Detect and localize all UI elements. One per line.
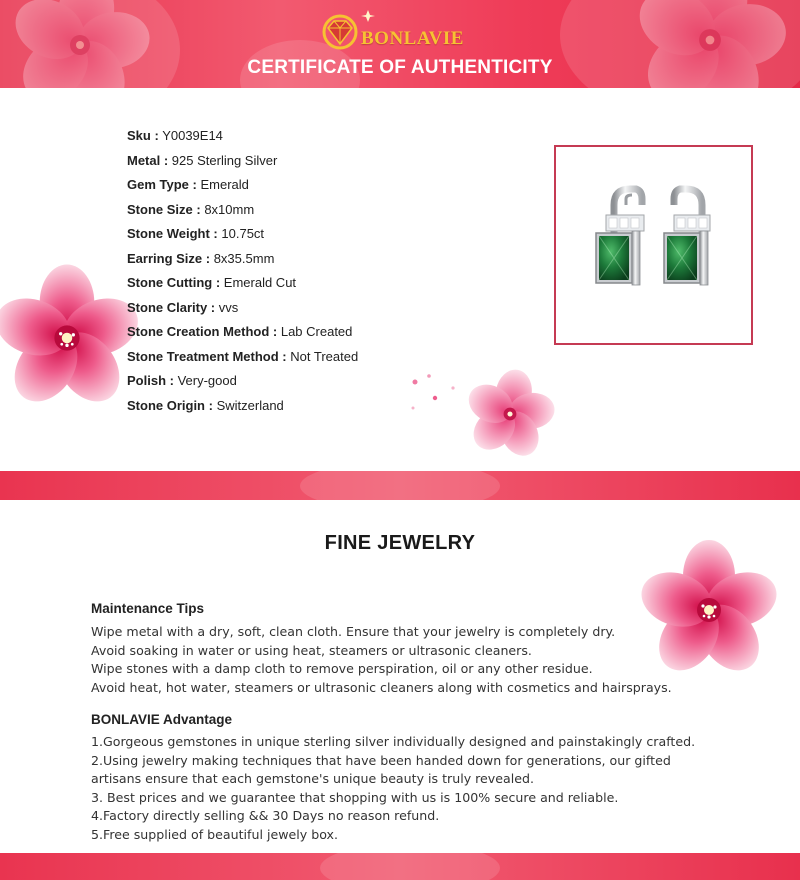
brand-name: BONLAVIE: [361, 28, 464, 49]
list-item: Wipe stones with a damp cloth to remove perspiration, oil or any other residue.: [91, 661, 593, 677]
certificate-title: CERTIFICATE OF AUTHENTICITY: [247, 57, 553, 78]
list-item: Avoid soaking in water or using heat, steamers or ultrasonic cleaners.: [91, 642, 532, 658]
spec-row: Stone Size : 8x10mm: [127, 201, 255, 217]
product-photo: [554, 145, 753, 345]
list-item: 2.Using jewelry making techniques that have been handed down for generations, our gifted: [91, 752, 671, 768]
spec-row: Polish : Very-good: [127, 373, 237, 388]
maintenance-list: [91, 623, 672, 697]
advantage-heading: BONLAVIE Advantage: [91, 712, 233, 727]
spec-row: Stone Origin : Switzerland: [127, 397, 284, 413]
emerald-earrings-icon: [556, 147, 751, 343]
spec-row: Stone Weight : 10.75ct: [127, 226, 265, 241]
divider-banner: [0, 471, 800, 500]
spec-row: Stone Clarity : vvs: [127, 299, 239, 315]
spec-list: [127, 126, 358, 420]
petal-sparkles: [405, 368, 485, 418]
spec-row: Earring Size : 8x35.5mm: [127, 250, 275, 266]
list-item: 3. Best prices and we guarantee that shopping with us is 100% secure and reliable.: [91, 789, 619, 805]
footer-banner: [0, 853, 800, 880]
list-item: artisans ensure that each gemstone's unique beauty is truly revealed.: [91, 771, 534, 787]
maintenance-heading: Maintenance Tips: [91, 601, 205, 616]
spec-row: Stone Cutting : Emerald Cut: [127, 275, 297, 290]
list-item: 5.Free supplied of beautiful jewely box.: [91, 826, 338, 842]
spec-row: Metal : 925 Sterling Silver: [127, 152, 278, 168]
spec-row: Stone Creation Method : Lab Created: [127, 324, 353, 339]
spec-row: Stone Treatment Method : Not Treated: [127, 348, 359, 364]
pink-flower-large: [0, 258, 142, 418]
fine-jewelry-title: FINE JEWELRY: [324, 532, 476, 554]
list-item: 1.Gorgeous gemstones in unique sterling silver individually designed and painstakingly crafted.: [91, 734, 696, 749]
list-item: Avoid heat, hot water, steamers or ultrasonic cleaners along with cosmetics and hairsprays.: [91, 679, 672, 695]
spec-row: Gem Type : Emerald: [127, 177, 249, 192]
advantage-list: [91, 733, 695, 845]
list-item: Wipe metal with a dry, soft, clean cloth. Ensure that your jewelry is completely dry.: [91, 624, 616, 639]
spec-row: Sku : Y0039E14: [127, 128, 223, 143]
list-item: 4.Factory directly selling && 30 Days no reason refund.: [91, 808, 440, 824]
